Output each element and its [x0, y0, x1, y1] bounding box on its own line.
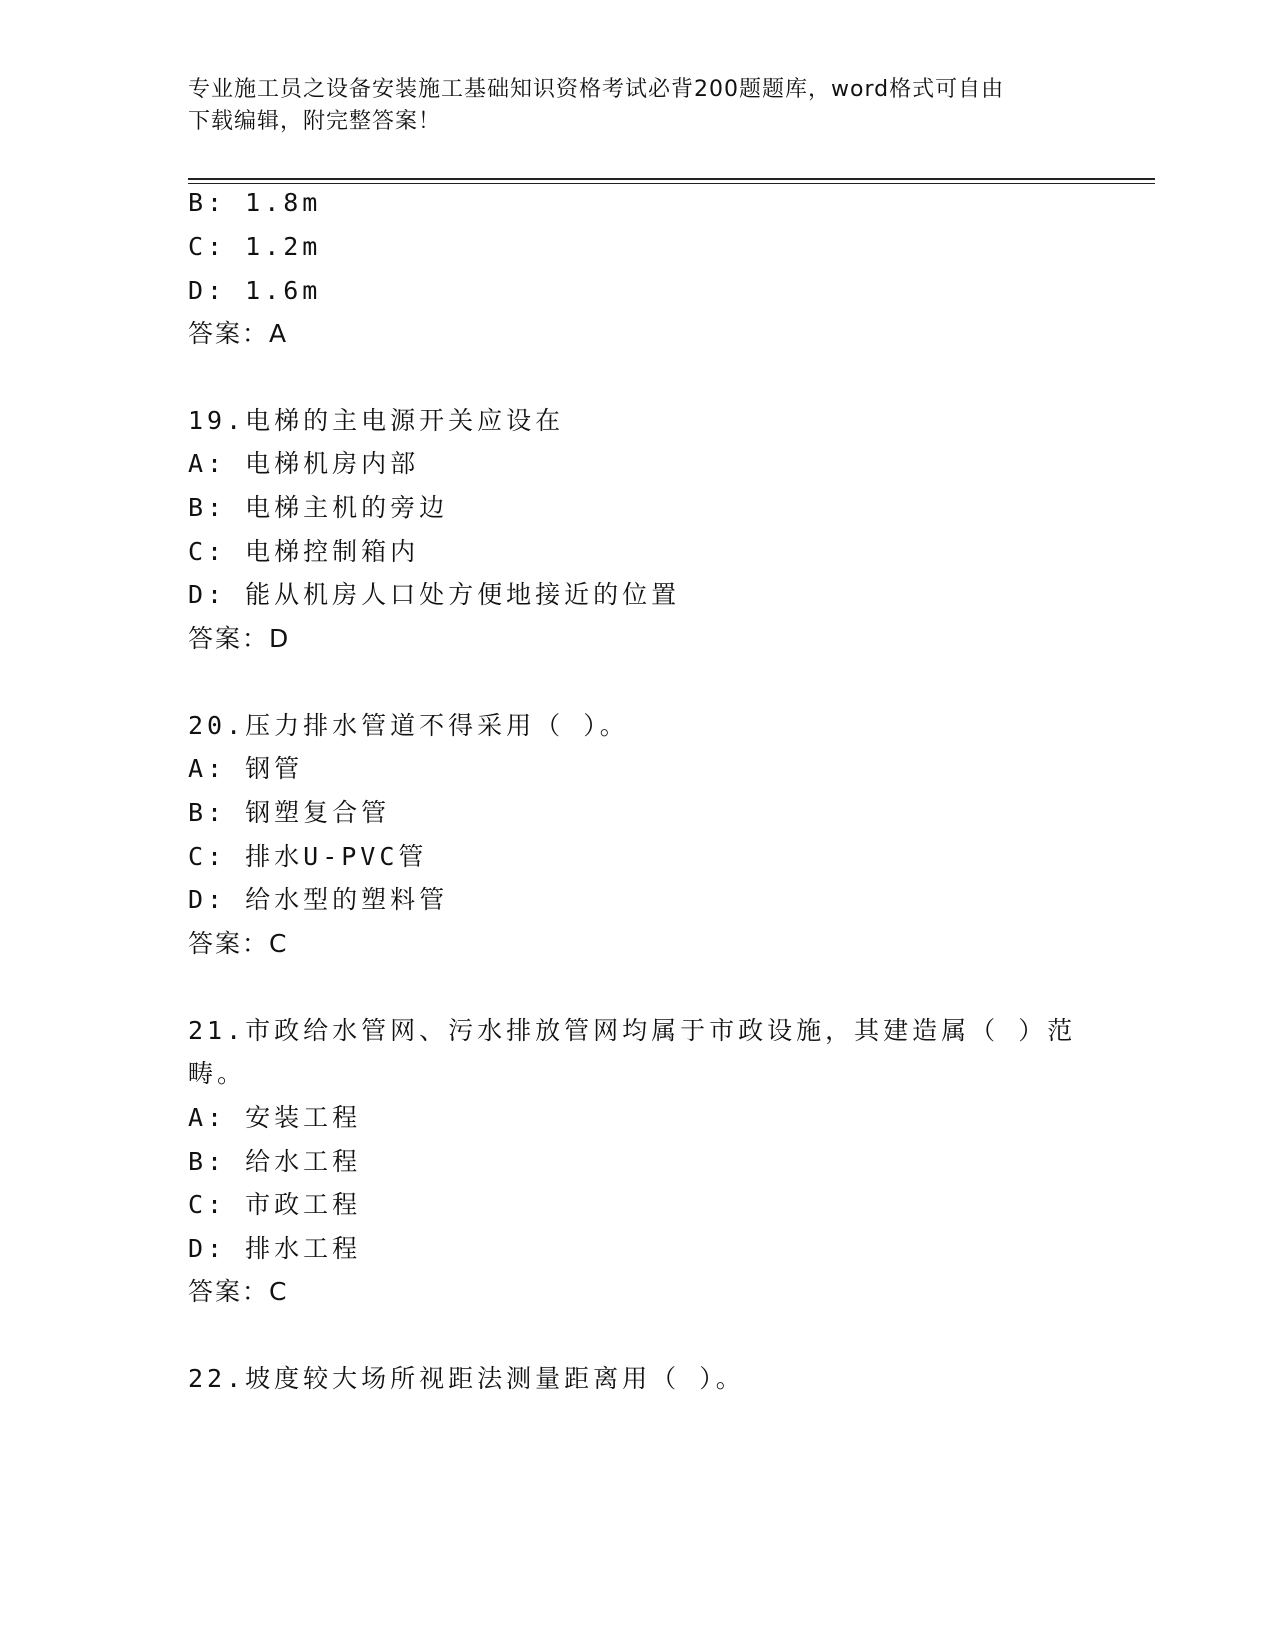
q21-stem-line-2: 畴。 — [188, 1059, 247, 1088]
q19-answer: 答案：D — [188, 624, 291, 653]
q18-answer: 答案：A — [188, 319, 289, 348]
q20-answer: 答案：C — [188, 929, 289, 958]
q21-option-b: B: 给水工程 — [188, 1147, 362, 1176]
q18-option-d: D: 1.6m — [188, 276, 322, 305]
q21-option-a: A: 安装工程 — [188, 1103, 362, 1132]
q18-option-b: B: 1.8m — [188, 188, 322, 217]
header-title-line-1: 专业施工员之设备安装施工基础知识资格考试必背200题题库，word格式可自由 — [188, 77, 1005, 102]
q21-option-c: C: 市政工程 — [188, 1190, 362, 1219]
q19-option-d: D: 能从机房人口处方便地接近的位置 — [188, 580, 681, 609]
q20-option-c: C: 排水U-PVC管 — [188, 842, 428, 871]
q22-stem: 22.坡度较大场所视距法测量距离用（ ）。 — [188, 1364, 745, 1393]
header-divider — [188, 178, 1155, 184]
q19-option-a: A: 电梯机房内部 — [188, 449, 420, 478]
q19-stem: 19.电梯的主电源开关应设在 — [188, 406, 565, 435]
q21-stem-line-1: 21.市政给水管网、污水排放管网均属于市政设施，其建造属（ ）范 — [188, 1016, 1077, 1045]
q19-option-c: C: 电梯控制箱内 — [188, 537, 420, 566]
q18-option-c: C: 1.2m — [188, 232, 322, 261]
header-title-line-2: 下载编辑，附完整答案！ — [188, 109, 442, 134]
q20-option-a: A: 钢管 — [188, 754, 304, 783]
q21-answer: 答案：C — [188, 1277, 289, 1306]
q20-option-b: B: 钢塑复合管 — [188, 798, 391, 827]
q19-option-b: B: 电梯主机的旁边 — [188, 493, 449, 522]
q20-stem: 20.压力排水管道不得采用（ ）。 — [188, 711, 629, 740]
document-header — [188, 74, 1088, 138]
q20-option-d: D: 给水型的塑料管 — [188, 885, 449, 914]
q21-option-d: D: 排水工程 — [188, 1234, 362, 1263]
